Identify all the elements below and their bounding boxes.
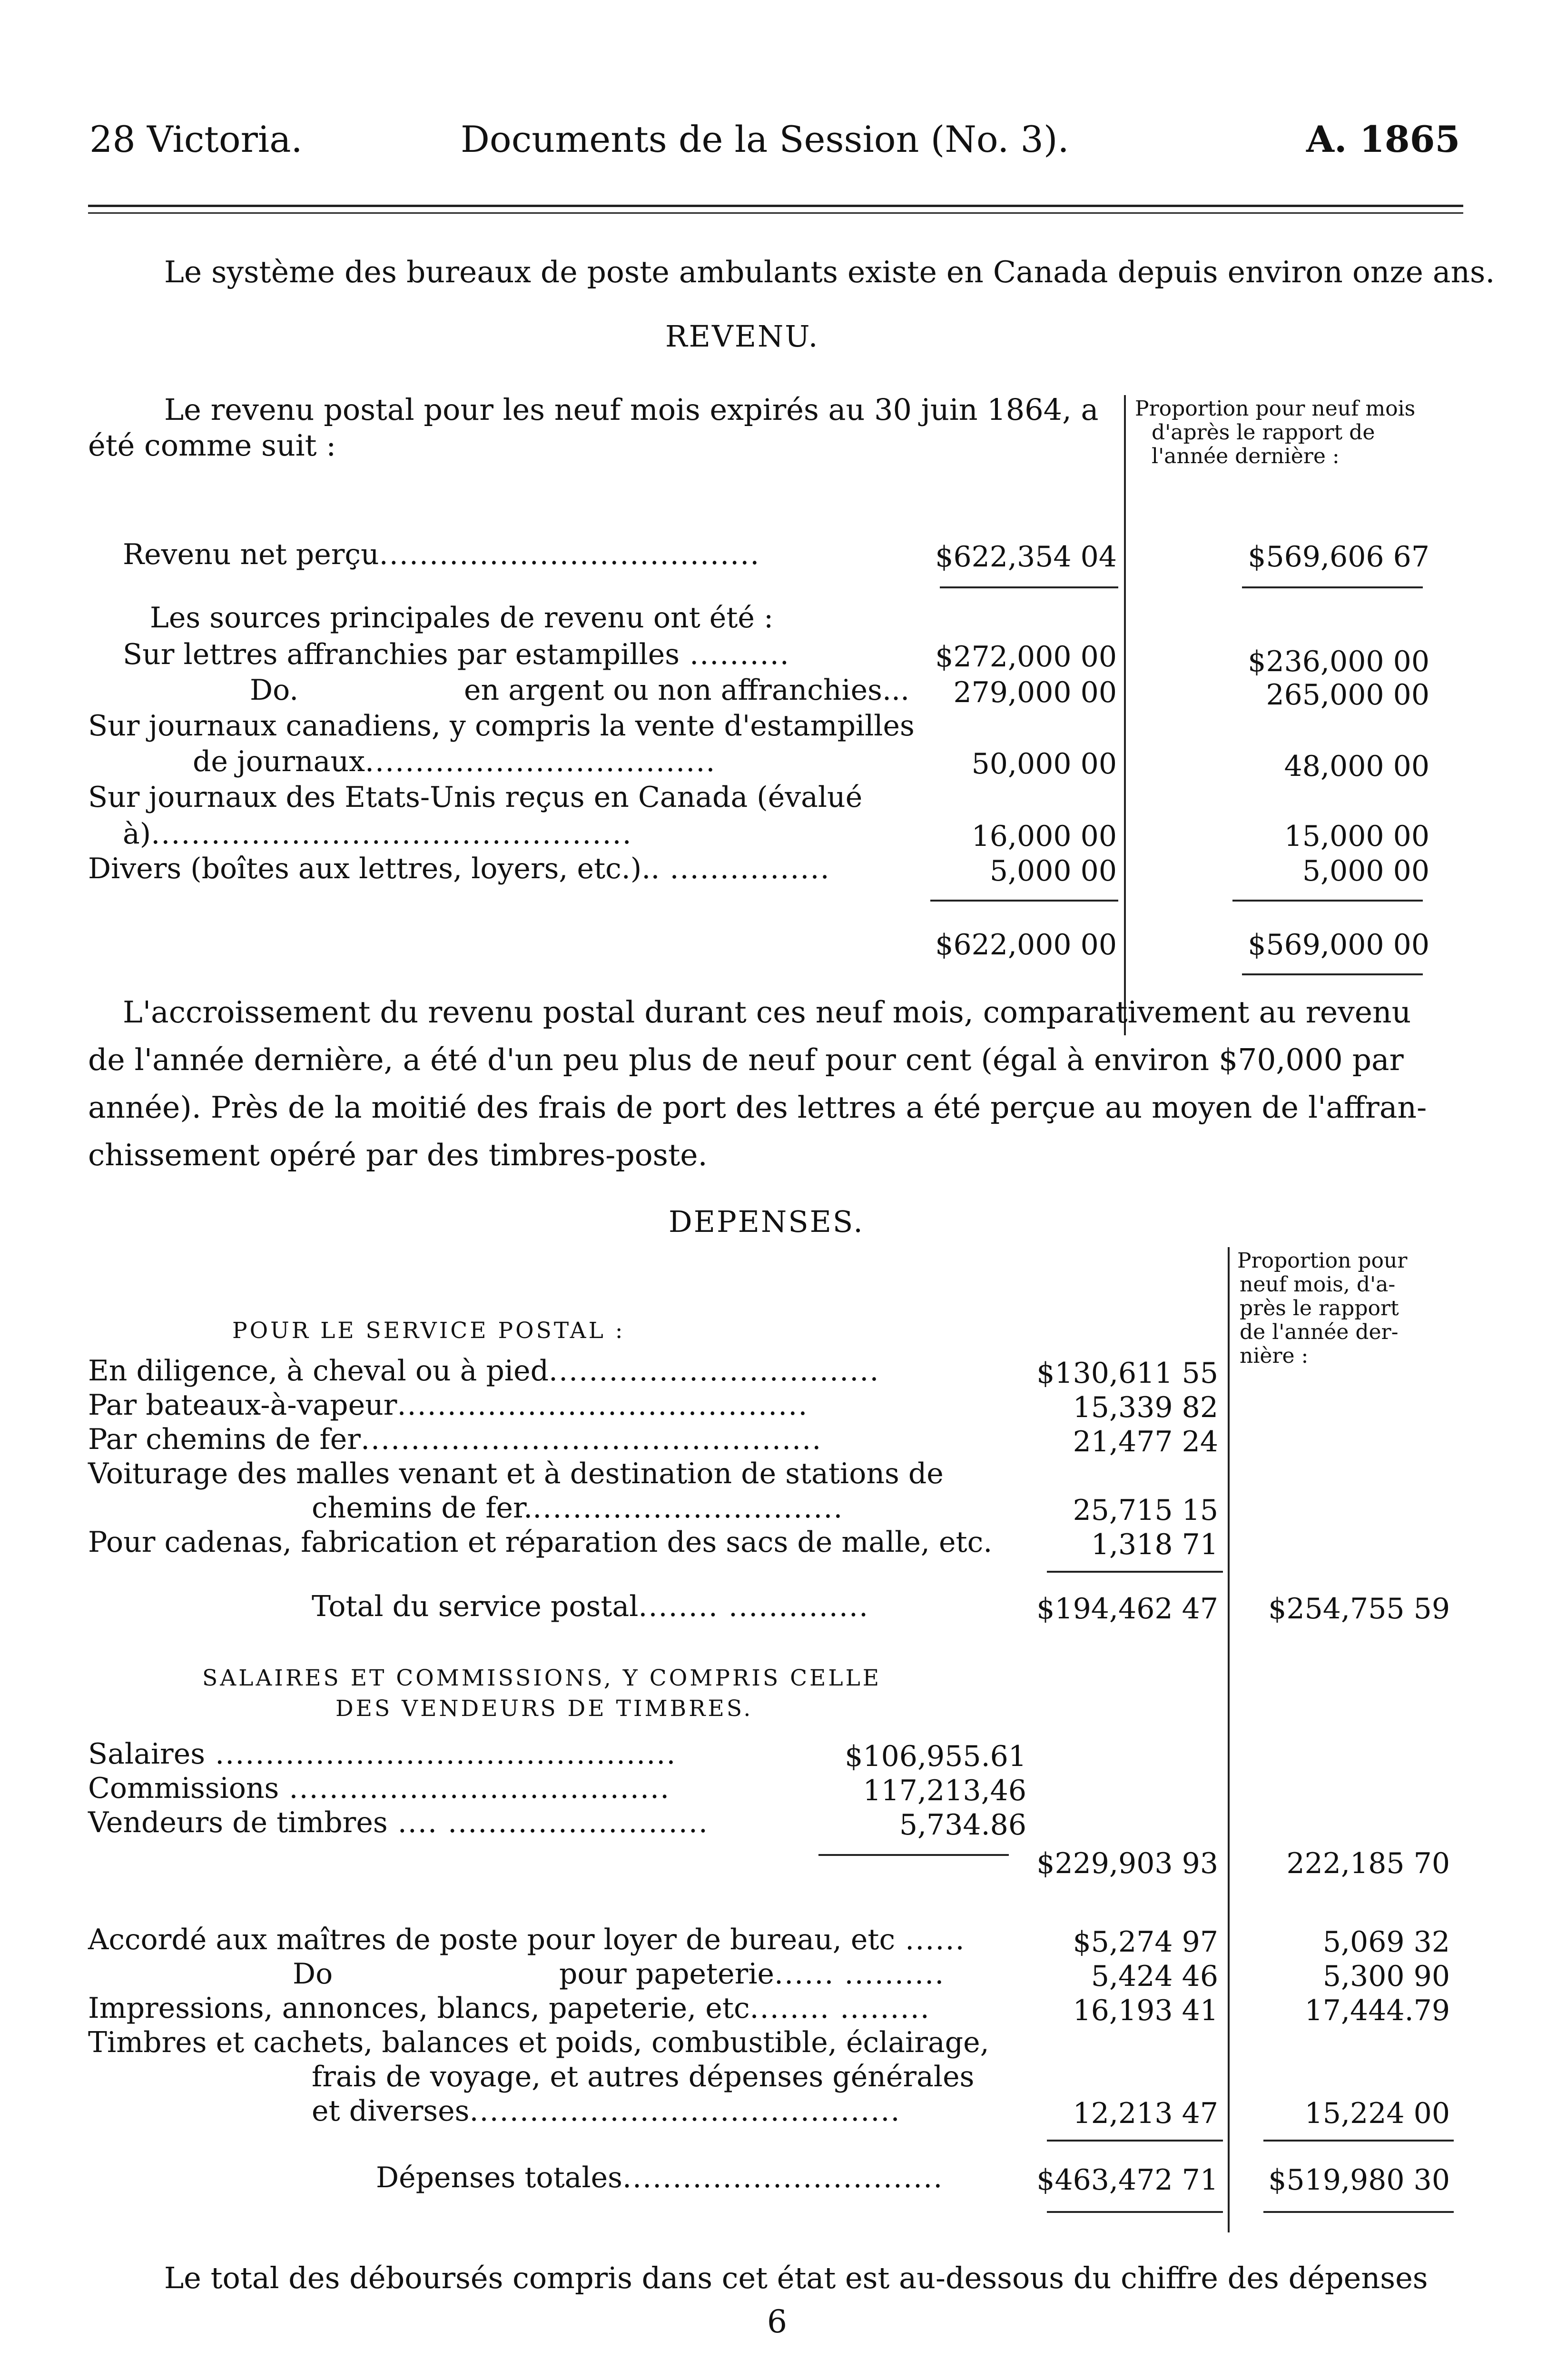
header-center: Documents de la Session (No. 3). bbox=[461, 118, 1069, 160]
revenu-row-2-amount: 279,000 00 bbox=[953, 676, 1117, 709]
revenu-net-prop-underline bbox=[1242, 586, 1423, 588]
revenu-row-3-label-line2: de journaux................................... bbox=[193, 745, 716, 778]
other-row-4-amount: 12,213 47 bbox=[1073, 2097, 1218, 2130]
other-row-2-proportion: 5,300 90 bbox=[1322, 1960, 1450, 1993]
revenu-para2-line3: année). Près de la moitié des frais de port des lettres a été perçue au moyen de l'affran- bbox=[88, 1090, 1427, 1125]
grand-total-amount: $463,472 71 bbox=[1036, 2163, 1218, 2197]
salaires-rule bbox=[818, 1854, 1009, 1856]
revenu-col-header-1: Proportion pour neuf mois bbox=[1135, 397, 1416, 421]
grand-total-underline bbox=[1047, 2211, 1223, 2213]
revenu-heading: REVENU. bbox=[665, 319, 819, 354]
salaires-heading-line2: DES VENDEURS DE TIMBRES. bbox=[335, 1696, 753, 1722]
revenu-para-line2: été comme suit : bbox=[88, 428, 336, 463]
grand-total-prop-underline bbox=[1263, 2211, 1454, 2213]
revenu-row-1-amount: $272,000 00 bbox=[935, 640, 1117, 674]
revenu-row-2-label-left: Do. bbox=[250, 674, 299, 707]
revenu-net-underline bbox=[940, 586, 1118, 588]
depenses-col-header-3: près le rapport bbox=[1240, 1296, 1399, 1320]
revenu-total-prop-underline bbox=[1242, 973, 1423, 975]
other-row-4-label-line1: Timbres et cachets, balances et poids, combustible, éclairage, bbox=[88, 2026, 989, 2059]
salaires-row-2-amount: 117,213,46 bbox=[863, 1774, 1026, 1807]
service-row-2-amount: 15,339 82 bbox=[1073, 1391, 1218, 1424]
service-row-2-label: Par bateaux-à-vapeur......................................... bbox=[88, 1388, 808, 1422]
grand-total-prop-rule bbox=[1263, 2140, 1454, 2142]
revenu-net-label: Revenu net perçu...................................... bbox=[123, 538, 760, 571]
header-right: A. 1865 bbox=[1306, 118, 1460, 160]
revenu-row-5-proportion: 5,000 00 bbox=[1302, 854, 1429, 888]
salaires-row-2-label: Commissions ...................................... bbox=[88, 1772, 670, 1805]
revenu-net-amount: $622,354 04 bbox=[935, 540, 1117, 574]
depenses-col-header-4: de l'année der- bbox=[1240, 1320, 1399, 1344]
other-row-1-proportion: 5,069 32 bbox=[1322, 1925, 1450, 1959]
service-row-1-amount: $130,611 55 bbox=[1036, 1357, 1218, 1390]
grand-total-proportion: $519,980 30 bbox=[1268, 2163, 1450, 2197]
header-rule-top bbox=[88, 205, 1463, 207]
service-total-label: Total du service postal........ .............. bbox=[312, 1590, 869, 1623]
revenu-col-header-3: l'année dernière : bbox=[1152, 444, 1340, 468]
revenu-para2-line4: chissement opéré par des timbres-poste. bbox=[88, 1138, 708, 1172]
revenu-row-4-proportion: 15,000 00 bbox=[1284, 820, 1429, 853]
revenu-row-4-amount: 16,000 00 bbox=[971, 820, 1117, 853]
revenu-row-1-proportion: $236,000 00 bbox=[1248, 645, 1429, 678]
other-row-4-label-line3: et diverses........................................... bbox=[312, 2094, 901, 2128]
revenu-row-3-label-line1: Sur journaux canadiens, y compris la vente d'estampilles bbox=[88, 709, 915, 743]
service-row-1-label: En diligence, à cheval ou à pied................................. bbox=[88, 1354, 880, 1388]
depenses-col-header-1: Proportion pour bbox=[1237, 1249, 1408, 1273]
other-row-4-label-line2: frais de voyage, et autres dépenses générales bbox=[312, 2060, 975, 2093]
header-left: 28 Victoria. bbox=[89, 118, 303, 160]
revenu-row-2-proportion: 265,000 00 bbox=[1266, 678, 1429, 712]
service-row-4-label-line1: Voiturage des malles venant et à destination de stations de bbox=[88, 1457, 944, 1490]
revenu-row-2-label-right: en argent ou non affranchies... bbox=[464, 674, 910, 707]
salaires-row-3-label: Vendeurs de timbres .... .......................... bbox=[88, 1806, 709, 1839]
revenu-para2-line1: L'accroissement du revenu postal durant ces neuf mois, comparativement au revenu bbox=[123, 995, 1411, 1030]
service-row-3-amount: 21,477 24 bbox=[1073, 1425, 1218, 1458]
page-number: 6 bbox=[767, 2303, 787, 2340]
revenu-row-4-label-line1: Sur journaux des Etats-Unis reçus en Canada (évalué bbox=[88, 781, 863, 814]
other-row-2-amount: 5,424 46 bbox=[1091, 1960, 1218, 1993]
revenu-row-5-label: Divers (boîtes aux lettres, loyers, etc.).. ................ bbox=[88, 852, 830, 885]
revenu-column-divider bbox=[1124, 395, 1126, 1035]
service-row-4-amount: 25,715 15 bbox=[1073, 1494, 1218, 1527]
service-total-amount: $194,462 47 bbox=[1036, 1592, 1218, 1626]
revenu-net-proportion: $569,606 67 bbox=[1248, 540, 1429, 574]
service-row-3-label: Par chemins de fer.............................................. bbox=[88, 1423, 822, 1456]
other-row-2-label-left: Do bbox=[293, 1957, 333, 1991]
revenu-row-3-amount: 50,000 00 bbox=[971, 747, 1117, 781]
service-total-rule bbox=[1047, 1571, 1223, 1573]
revenu-col-header-2: d'après le rapport de bbox=[1152, 420, 1375, 445]
salaires-heading-line1: SALAIRES ET COMMISSIONS, Y COMPRIS CELLE bbox=[202, 1665, 882, 1691]
revenu-para-line1: Le revenu postal pour les neuf mois expirés au 30 juin 1864, a bbox=[164, 392, 1099, 427]
depenses-col-header-5: nière : bbox=[1240, 1344, 1309, 1368]
revenu-sources-intro: Les sources principales de revenu ont été : bbox=[150, 601, 774, 635]
revenu-row-4-label-line2: à)................................................ bbox=[123, 817, 632, 851]
other-row-1-amount: $5,274 97 bbox=[1073, 1925, 1218, 1959]
other-row-1-label: Accordé aux maîtres de poste pour loyer de bureau, etc ...... bbox=[88, 1923, 966, 1956]
depenses-col-header-2: neuf mois, d'a- bbox=[1240, 1272, 1396, 1297]
footer-line: Le total des déboursés compris dans cet état est au-dessous du chiffre des dépenses bbox=[164, 2261, 1428, 2295]
other-row-3-proportion: 17,444.79 bbox=[1304, 1994, 1450, 2027]
intro-text: Le système des bureaux de poste ambulants existe en Canada depuis environ onze ans. bbox=[164, 255, 1495, 289]
depenses-service-heading: POUR LE SERVICE POSTAL : bbox=[232, 1318, 625, 1344]
other-row-4-proportion: 15,224 00 bbox=[1304, 2097, 1450, 2130]
grand-total-rule bbox=[1047, 2140, 1223, 2142]
revenu-total-amount: $622,000 00 bbox=[935, 928, 1117, 962]
salaires-total-proportion: 222,185 70 bbox=[1286, 1847, 1450, 1880]
revenu-total-prop-rule bbox=[1232, 900, 1423, 902]
service-row-5-label: Pour cadenas, fabrication et réparation des sacs de malle, etc. bbox=[88, 1526, 993, 1559]
service-row-4-label-line2: chemins de fer................................ bbox=[312, 1491, 844, 1525]
grand-total-label: Dépenses totales................................ bbox=[376, 2161, 944, 2194]
salaires-row-1-label: Salaires .............................................. bbox=[88, 1737, 677, 1771]
other-row-2-label-right: pour papeterie...... .......... bbox=[559, 1957, 945, 1991]
service-total-proportion: $254,755 59 bbox=[1268, 1592, 1450, 1626]
salaires-row-3-amount: 5,734.86 bbox=[899, 1808, 1026, 1842]
salaires-row-1-amount: $106,955.61 bbox=[845, 1740, 1026, 1773]
other-row-3-label: Impressions, annonces, blancs, papeterie, etc........ ......... bbox=[88, 1992, 930, 2025]
revenu-total-proportion: $569,000 00 bbox=[1248, 928, 1429, 962]
revenu-para2-line2: de l'année dernière, a été d'un peu plus de neuf pour cent (égal à environ $70,000 par bbox=[88, 1042, 1404, 1077]
other-row-3-amount: 16,193 41 bbox=[1073, 1994, 1218, 2027]
service-row-5-amount: 1,318 71 bbox=[1091, 1528, 1218, 1561]
depenses-heading: DEPENSES. bbox=[669, 1204, 864, 1239]
header-rule-bottom bbox=[88, 212, 1463, 214]
revenu-row-3-proportion: 48,000 00 bbox=[1284, 750, 1429, 783]
revenu-total-rule bbox=[930, 900, 1118, 902]
revenu-row-1-label: Sur lettres affranchies par estampilles .......... bbox=[123, 638, 790, 671]
revenu-row-5-amount: 5,000 00 bbox=[989, 854, 1117, 888]
depenses-column-divider bbox=[1228, 1247, 1230, 2232]
salaires-total-amount: $229,903 93 bbox=[1036, 1847, 1218, 1880]
